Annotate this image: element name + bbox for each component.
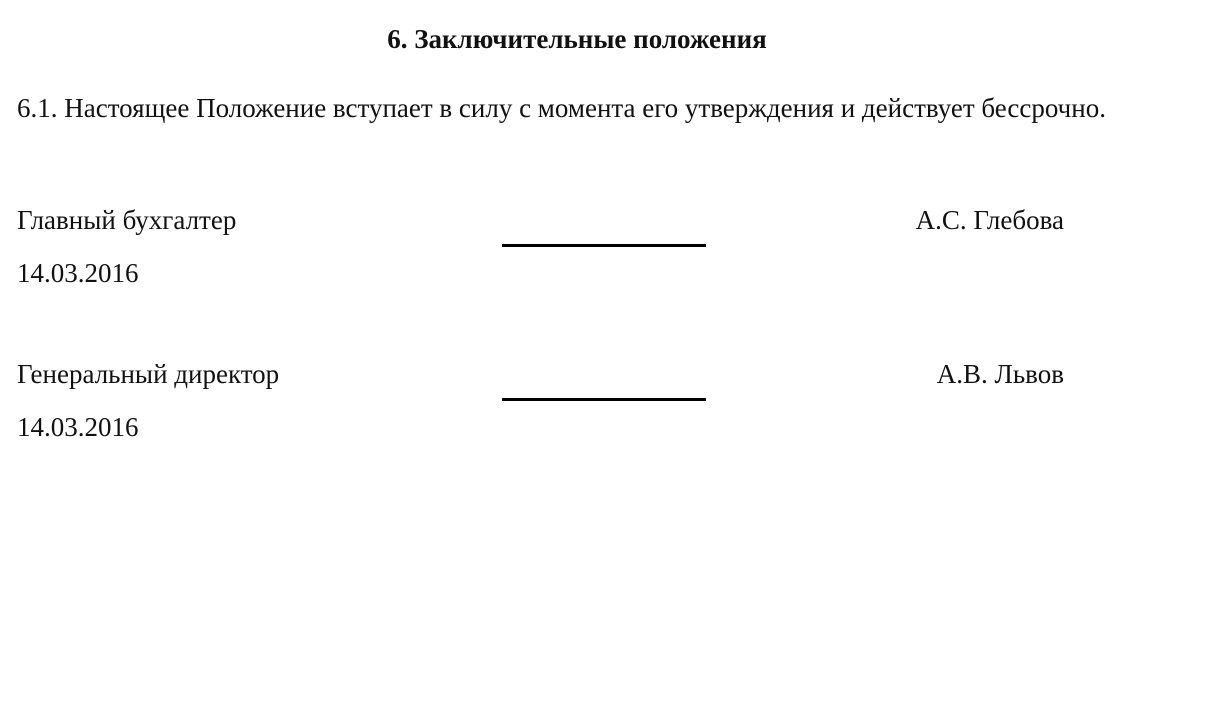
signature-line [502, 244, 706, 247]
signatory-name: А.В. Львов [936, 359, 1064, 389]
signatory-name: А.С. Глебова [915, 205, 1064, 235]
section-heading: 6. Заключительные положения [387, 24, 767, 54]
signatory-position: Генеральный директор [17, 359, 280, 389]
signature-date: 14.03.2016 [17, 412, 139, 442]
signatory-position: Главный бухгалтер [17, 205, 237, 235]
signature-block-chief-accountant [17, 202, 1077, 292]
signature-date: 14.03.2016 [17, 258, 139, 288]
signature-block-general-director [17, 356, 1077, 446]
signature-line [502, 398, 706, 401]
clause-paragraph: 6.1. Настоящее Положение вступает в силу с момента его утверждения и действует бессрочно. [17, 93, 1106, 123]
